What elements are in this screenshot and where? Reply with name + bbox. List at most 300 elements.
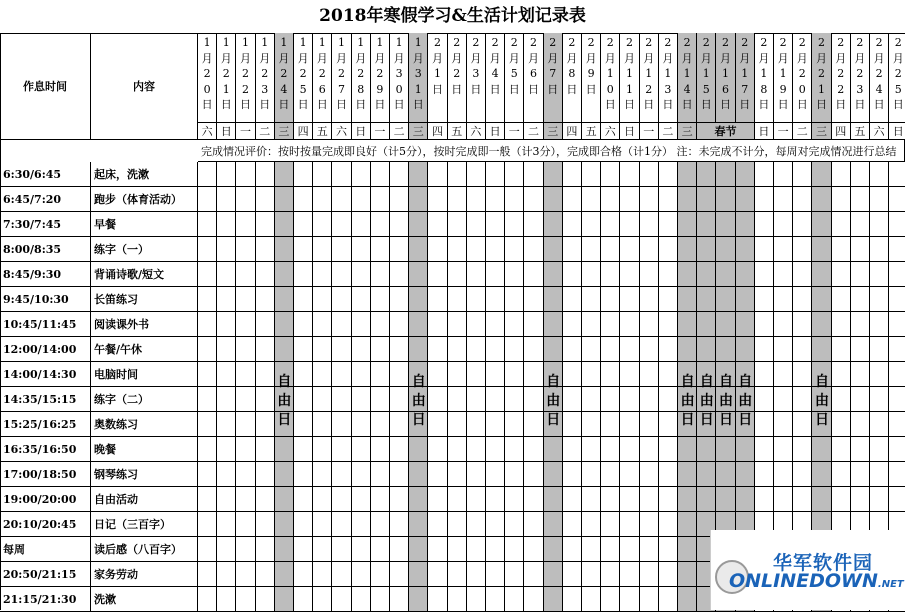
date-char: 1	[721, 67, 729, 80]
entry-cell	[467, 512, 486, 537]
entry-cell	[198, 187, 217, 212]
activity-cell: 长笛练习	[91, 287, 198, 312]
entry-cell	[352, 262, 371, 287]
entry-cell	[563, 337, 582, 362]
entry-cell	[313, 562, 332, 587]
entry-cell	[505, 287, 524, 312]
date-char: 4	[280, 82, 288, 96]
date-char: 1	[606, 67, 614, 80]
entry-cell	[448, 387, 467, 412]
entry-cell	[524, 287, 543, 312]
entry-cell	[851, 437, 870, 462]
entry-cell	[275, 187, 294, 212]
entry-cell	[755, 462, 774, 487]
date-char: 1	[683, 67, 691, 80]
entry-cell	[275, 487, 294, 512]
entry-cell	[582, 562, 601, 587]
date-char: 4	[683, 82, 691, 96]
entry-cell	[467, 262, 486, 287]
entry-cell	[390, 487, 409, 512]
date-header	[659, 33, 678, 123]
date-header	[620, 33, 639, 123]
date-header	[486, 33, 505, 123]
entry-cell	[620, 587, 639, 612]
date-header	[332, 33, 351, 123]
entry-cell	[774, 487, 793, 512]
entry-cell	[217, 212, 236, 237]
entry-cell	[390, 187, 409, 212]
entry-cell	[313, 462, 332, 487]
entry-cell	[217, 487, 236, 512]
entry-cell	[851, 237, 870, 262]
entry-cell	[889, 212, 905, 237]
date-char: 9	[779, 82, 787, 96]
entry-cell	[563, 262, 582, 287]
entry-cell	[371, 362, 390, 387]
entry-cell	[620, 237, 639, 262]
free-day-char: 自	[738, 374, 753, 390]
date-char: 2	[741, 36, 749, 49]
entry-cell	[716, 212, 735, 237]
entry-cell	[544, 287, 563, 312]
date-char: 2	[702, 36, 710, 49]
date-char: 月	[815, 51, 827, 65]
entry-cell	[390, 237, 409, 262]
entry-cell	[352, 437, 371, 462]
entry-cell	[294, 237, 313, 262]
date-char: 月	[259, 51, 271, 65]
date-char: 日	[508, 82, 520, 96]
entry-cell	[544, 437, 563, 462]
activity-cell: 背诵诗歌/短文	[91, 262, 198, 287]
date-char: 5	[702, 82, 710, 96]
entry-cell	[678, 562, 697, 587]
entry-cell	[390, 562, 409, 587]
entry-cell	[198, 587, 217, 612]
date-char: 月	[201, 51, 213, 65]
date-char: 月	[700, 51, 712, 65]
entry-cell	[563, 212, 582, 237]
date-char: 日	[412, 98, 424, 111]
date-char: 月	[854, 51, 866, 65]
date-header	[755, 33, 774, 123]
entry-cell	[313, 162, 332, 187]
time-cell: 15:25/16:25	[0, 412, 91, 437]
weekday-cell: 一	[640, 123, 659, 140]
entry-cell	[198, 537, 217, 562]
free-day-label	[409, 373, 428, 430]
date-char: 月	[585, 51, 597, 65]
entry-cell	[371, 212, 390, 237]
entry-cell	[620, 512, 639, 537]
entry-cell	[256, 287, 275, 312]
entry-cell	[390, 312, 409, 337]
entry-cell	[870, 187, 889, 212]
entry-cell	[313, 237, 332, 262]
date-header	[793, 33, 812, 123]
entry-cell	[236, 262, 255, 287]
activity-cell: 晚餐	[91, 437, 198, 462]
entry-cell	[524, 212, 543, 237]
date-char: 月	[835, 51, 847, 65]
free-day-char: 由	[277, 393, 292, 409]
entry-cell	[601, 162, 620, 187]
entry-cell	[275, 162, 294, 187]
entry-cell	[697, 312, 716, 337]
entry-cell	[505, 537, 524, 562]
entry-cell	[486, 437, 505, 462]
date-char: 月	[489, 51, 501, 65]
entry-cell	[313, 587, 332, 612]
date-header	[467, 33, 486, 123]
entry-cell	[236, 362, 255, 387]
activity-cell: 早餐	[91, 212, 198, 237]
entry-cell	[448, 337, 467, 362]
entry-cell	[563, 512, 582, 537]
entry-cell	[716, 187, 735, 212]
weekday-cell: 二	[256, 123, 275, 140]
weekday-cell: 四	[563, 123, 582, 140]
entry-cell	[332, 562, 351, 587]
entry-cell	[313, 337, 332, 362]
date-char: 2	[606, 36, 614, 49]
entry-cell	[582, 187, 601, 212]
weekday-cell: 二	[390, 123, 409, 140]
date-char: 2	[299, 67, 307, 80]
date-char: 日	[220, 98, 232, 111]
entry-cell	[448, 412, 467, 437]
entry-cell	[275, 337, 294, 362]
date-char: 1	[645, 67, 653, 80]
entry-cell	[371, 162, 390, 187]
entry-cell	[467, 212, 486, 237]
entry-cell	[256, 212, 275, 237]
entry-cell	[793, 262, 812, 287]
entry-cell	[352, 162, 371, 187]
entry-cell	[601, 412, 620, 437]
weekday-cell: 三	[275, 123, 294, 140]
date-char: 月	[758, 51, 770, 65]
date-char: 日	[681, 98, 693, 111]
date-char: 6	[529, 67, 537, 80]
entry-cell	[428, 537, 447, 562]
entry-cell	[582, 162, 601, 187]
entry-cell	[352, 512, 371, 537]
entry-cell	[563, 562, 582, 587]
date-char: 8	[357, 82, 365, 96]
entry-cell	[198, 412, 217, 437]
entry-cell	[659, 162, 678, 187]
date-char: 日	[451, 82, 463, 96]
free-day-char: 自	[277, 374, 292, 390]
entry-cell	[678, 437, 697, 462]
date-char: 0	[395, 82, 403, 96]
time-cell: 14:35/15:15	[0, 387, 91, 412]
date-char: 1	[625, 82, 633, 96]
entry-cell	[582, 412, 601, 437]
date-char: 日	[316, 98, 328, 111]
date-char: 日	[719, 98, 731, 111]
time-cell: 20:10/20:45	[0, 512, 91, 537]
date-char: 2	[760, 36, 768, 49]
date-header	[678, 33, 697, 123]
entry-cell	[640, 587, 659, 612]
entry-cell	[505, 387, 524, 412]
free-day-label	[697, 373, 716, 430]
entry-cell	[217, 562, 236, 587]
date-char: 2	[625, 36, 633, 49]
weekday-cell: 四	[428, 123, 447, 140]
date-header	[371, 33, 390, 123]
entry-cell	[563, 287, 582, 312]
entry-cell	[697, 287, 716, 312]
entry-cell	[812, 212, 831, 237]
entry-cell	[640, 337, 659, 362]
entry-cell	[736, 287, 755, 312]
entry-cell	[256, 337, 275, 362]
free-day-char: 自	[546, 374, 561, 390]
entry-cell	[601, 462, 620, 487]
entry-cell	[832, 262, 851, 287]
entry-cell	[313, 287, 332, 312]
entry-cell	[736, 312, 755, 337]
entry-cell	[486, 212, 505, 237]
date-char: 1	[395, 36, 403, 49]
date-char: 月	[220, 51, 232, 65]
entry-cell	[601, 312, 620, 337]
entry-cell	[601, 212, 620, 237]
entry-cell	[793, 437, 812, 462]
entry-cell	[582, 337, 601, 362]
entry-cell	[352, 587, 371, 612]
entry-cell	[467, 337, 486, 362]
entry-cell	[217, 587, 236, 612]
date-char: 2	[433, 36, 441, 49]
entry-cell	[851, 487, 870, 512]
entry-cell	[217, 512, 236, 537]
entry-cell	[505, 237, 524, 262]
entry-cell	[697, 212, 716, 237]
entry-cell	[390, 512, 409, 537]
entry-cell	[851, 262, 870, 287]
entry-cell	[774, 412, 793, 437]
date-char: 1	[433, 67, 441, 80]
entry-cell	[486, 512, 505, 537]
weekday-cell: 日	[755, 123, 774, 140]
entry-cell	[352, 187, 371, 212]
free-day-char: 日	[738, 412, 753, 428]
entry-cell	[467, 162, 486, 187]
date-char: 日	[374, 98, 386, 111]
date-char: 月	[777, 51, 789, 65]
date-char: 月	[508, 51, 520, 65]
date-header	[275, 33, 294, 123]
entry-cell	[640, 262, 659, 287]
free-day-char: 由	[699, 393, 714, 409]
entry-cell	[851, 462, 870, 487]
activity-cell: 电脑时间	[91, 362, 198, 387]
entry-cell	[620, 412, 639, 437]
date-char: 月	[412, 51, 424, 65]
entry-cell	[697, 437, 716, 462]
entry-cell	[755, 312, 774, 337]
entry-cell	[678, 337, 697, 362]
date-header	[390, 33, 409, 123]
entry-cell	[428, 562, 447, 587]
entry-cell	[390, 437, 409, 462]
entry-cell	[544, 312, 563, 337]
entry-cell	[467, 562, 486, 587]
date-header	[409, 33, 428, 123]
date-char: 1	[779, 67, 787, 80]
entry-cell	[620, 187, 639, 212]
entry-cell	[236, 212, 255, 237]
date-char: 月	[393, 51, 405, 65]
entry-cell	[774, 387, 793, 412]
entry-cell	[678, 487, 697, 512]
entry-cell	[294, 587, 313, 612]
entry-cell	[294, 537, 313, 562]
watermark-cn: 华军软件园	[773, 552, 874, 574]
date-header	[716, 33, 735, 123]
entry-cell	[620, 362, 639, 387]
date-char: 1	[702, 67, 710, 80]
activity-cell: 练字（一）	[91, 237, 198, 262]
entry-cell	[659, 437, 678, 462]
entry-cell	[371, 487, 390, 512]
entry-cell	[217, 462, 236, 487]
entry-cell	[601, 187, 620, 212]
date-char: 日	[239, 98, 251, 111]
entry-cell	[428, 287, 447, 312]
entry-cell	[467, 487, 486, 512]
date-char: 2	[875, 36, 883, 49]
entry-cell	[812, 487, 831, 512]
entry-cell	[409, 462, 428, 487]
weekday-cell: 六	[601, 123, 620, 140]
entry-cell	[294, 362, 313, 387]
date-char: 2	[203, 67, 211, 80]
entry-cell	[793, 312, 812, 337]
entry-cell	[390, 387, 409, 412]
date-char: 1	[741, 67, 749, 80]
entry-cell	[428, 162, 447, 187]
entry-cell	[390, 212, 409, 237]
entry-cell	[678, 212, 697, 237]
entry-cell	[217, 237, 236, 262]
date-header	[697, 33, 716, 123]
entry-cell	[851, 212, 870, 237]
entry-cell	[620, 537, 639, 562]
entry-cell	[582, 512, 601, 537]
date-char: 日	[854, 98, 866, 111]
entry-cell	[332, 337, 351, 362]
entry-cell	[601, 337, 620, 362]
date-char: 月	[623, 51, 635, 65]
free-day-char: 由	[546, 393, 561, 409]
free-day-char: 日	[411, 412, 426, 428]
entry-cell	[889, 312, 905, 337]
entry-cell	[851, 387, 870, 412]
entry-cell	[409, 487, 428, 512]
entry-cell	[851, 287, 870, 312]
entry-cell	[428, 462, 447, 487]
entry-cell	[774, 187, 793, 212]
entry-cell	[582, 387, 601, 412]
entry-cell	[563, 387, 582, 412]
entry-cell	[467, 387, 486, 412]
entry-cell	[428, 187, 447, 212]
entry-cell	[428, 512, 447, 537]
entry-cell	[390, 262, 409, 287]
date-char: 月	[643, 51, 655, 65]
entry-cell	[659, 562, 678, 587]
entry-cell	[678, 287, 697, 312]
date-char: 日	[431, 82, 443, 96]
entry-cell	[524, 312, 543, 337]
date-char: 1	[376, 36, 384, 49]
entry-cell	[889, 287, 905, 312]
entry-cell	[198, 337, 217, 362]
entry-cell	[889, 412, 905, 437]
entry-cell	[832, 387, 851, 412]
entry-cell	[832, 237, 851, 262]
entry-cell	[371, 187, 390, 212]
entry-cell	[198, 162, 217, 187]
entry-cell	[870, 287, 889, 312]
entry-cell	[659, 362, 678, 387]
entry-cell	[563, 437, 582, 462]
entry-cell	[448, 562, 467, 587]
entry-cell	[678, 262, 697, 287]
date-char: 2	[721, 36, 729, 49]
content-header: 内容	[91, 33, 198, 140]
entry-cell	[198, 287, 217, 312]
entry-cell	[505, 462, 524, 487]
entry-cell	[620, 387, 639, 412]
date-char: 日	[623, 98, 635, 111]
entry-cell	[793, 362, 812, 387]
date-char: 9	[376, 82, 384, 96]
entry-cell	[409, 587, 428, 612]
entry-cell	[678, 312, 697, 337]
weekday-cell: 一	[371, 123, 390, 140]
entry-cell	[620, 287, 639, 312]
activity-cell: 跑步（体育活动）	[91, 187, 198, 212]
entry-cell	[563, 162, 582, 187]
date-header	[851, 33, 870, 123]
weekday-cell: 六	[467, 123, 486, 140]
weekday-cell: 六	[332, 123, 351, 140]
entry-cell	[736, 212, 755, 237]
entry-cell	[563, 487, 582, 512]
date-char: 2	[261, 67, 269, 80]
date-char: 2	[357, 67, 365, 80]
date-char: 2	[376, 67, 384, 80]
entry-cell	[659, 387, 678, 412]
entry-cell	[428, 387, 447, 412]
entry-cell	[659, 337, 678, 362]
entry-cell	[332, 437, 351, 462]
entry-cell	[620, 212, 639, 237]
free-day-char: 日	[699, 412, 714, 428]
entry-cell	[524, 587, 543, 612]
entry-cell	[697, 337, 716, 362]
entry-cell	[774, 262, 793, 287]
entry-cell	[889, 387, 905, 412]
weekday-cell: 四	[294, 123, 313, 140]
free-day-char: 自	[680, 374, 695, 390]
